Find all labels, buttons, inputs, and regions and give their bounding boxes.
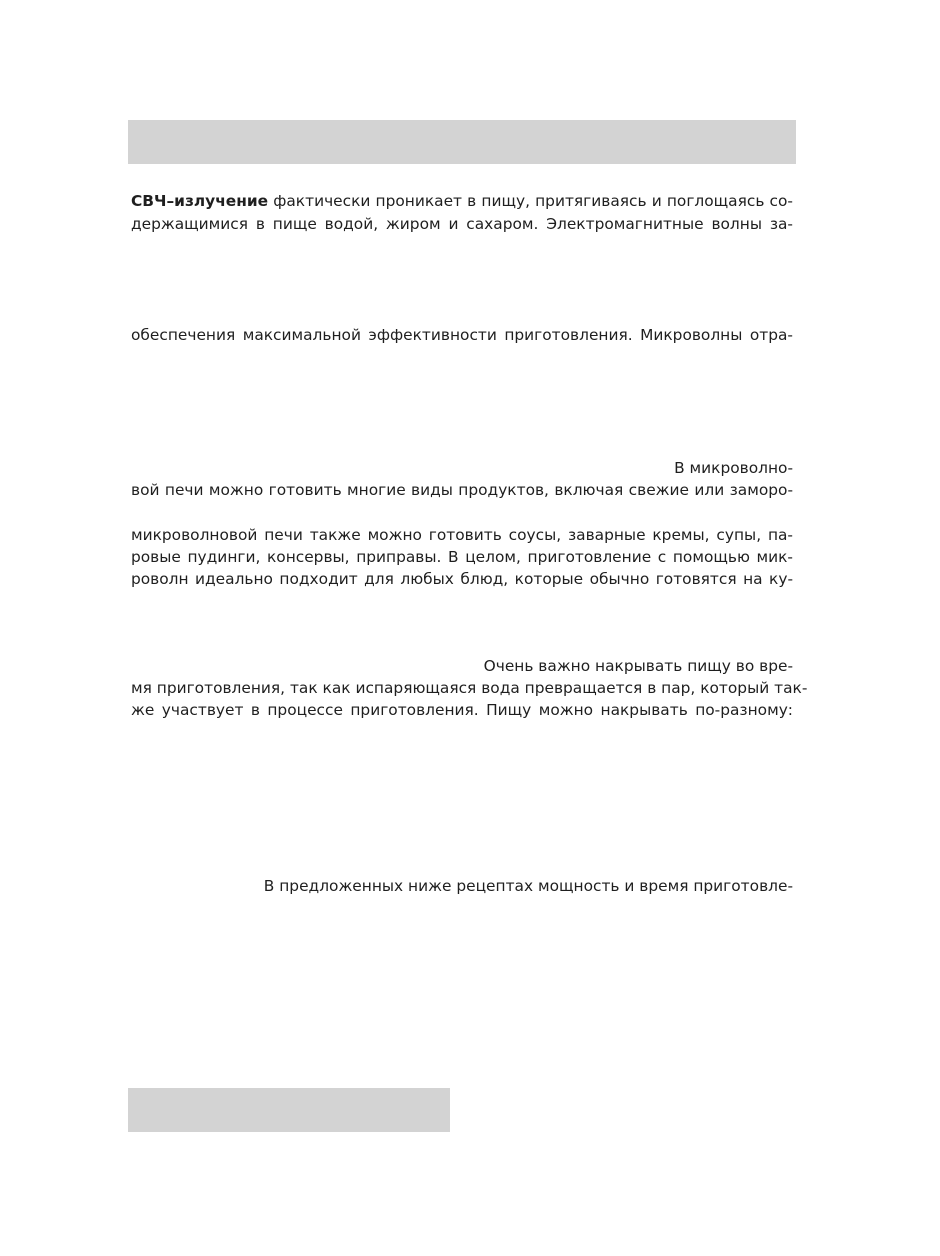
paragraph-line-7: ровые пудинги, консервы, приправы. В целом, приготовление с помощью мик- <box>131 548 793 566</box>
paragraph-line-2: держащимися в пище водой, жиром и сахаром. Электромагнитные волны за- <box>131 215 793 233</box>
paragraph-line-12: В предложенных ниже рецептах мощность и время приготовле- <box>263 877 793 895</box>
paragraph-line-6: микроволновой печи также можно готовить соусы, заварные кремы, супы, па- <box>131 526 793 544</box>
paragraph-line-1-text: фактически проникает в пищу, притягиваясь и поглощаясь со- <box>268 192 793 210</box>
paragraph-line-1 <box>131 189 793 213</box>
paragraph-line-3: обеспечения максимальной эффективности приготовления. Микроволны отра- <box>131 326 793 344</box>
term-heading: СВЧ–излучение <box>131 192 269 210</box>
paragraph-line-9: Очень важно накрывать пищу во вре- <box>483 657 793 675</box>
paragraph-line-4: В микроволно- <box>674 459 793 477</box>
footer-gray-band <box>128 1088 450 1132</box>
paragraph-line-5: вой печи можно готовить многие виды продуктов, включая свежие или заморо- <box>131 481 793 499</box>
header-gray-band <box>128 120 796 164</box>
paragraph-line-8: роволн идеально подходит для любых блюд, которые обычно готовятся на ку- <box>131 570 793 588</box>
paragraph-line-10: мя приготовления, так как испаряющаяся вода превращается в пар, который так- <box>131 679 808 697</box>
paragraph-line-11: же участвует в процессе приготовления. Пищу можно накрывать по-разному: <box>131 701 793 719</box>
